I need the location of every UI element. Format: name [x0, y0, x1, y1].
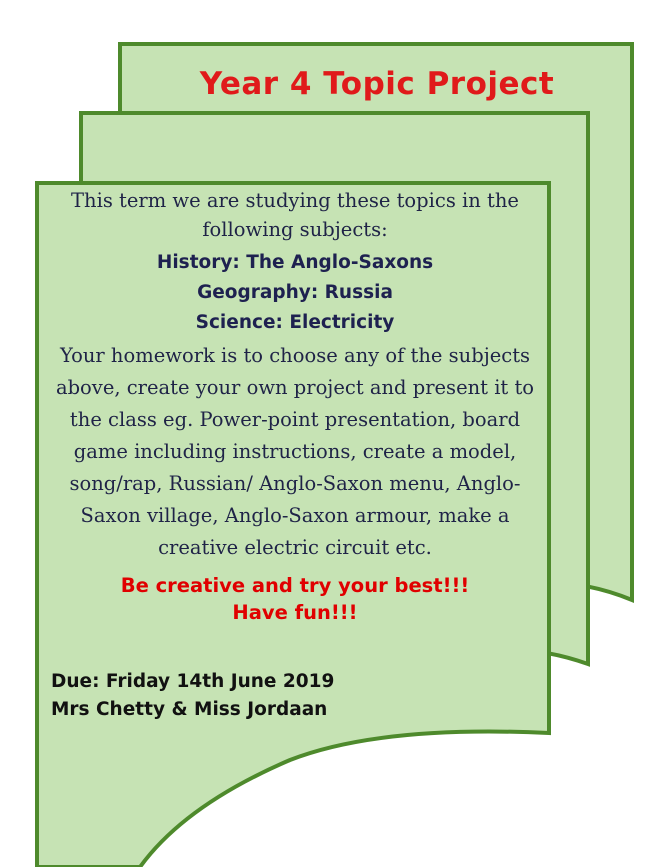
encouragement-text: [42, 572, 548, 626]
project-content: [42, 186, 548, 626]
due-date: Due: Friday 14th June 2019: [51, 671, 335, 692]
subject-history: History: The Anglo-Saxons: [156, 252, 434, 273]
encouragement-line: Be creative and try your best!!!: [120, 574, 470, 597]
teachers-names: Mrs Chetty & Miss Jordaan: [51, 699, 328, 720]
intro-text: This term we are studying these topics in the following subjects:: [71, 189, 519, 241]
project-title: Year 4 Topic Project: [199, 66, 555, 102]
subject-geography: Geography: Russia: [197, 282, 393, 303]
homework-text: Your homework is to choose any of the subjects above, create your own project and present it to the class eg. Power-point presentation, board game including instructions, create a model, song/rap, Russian/ Anglo-Saxon menu, Anglo-Saxon village, Anglo-Saxon armour, make a creative electric circuit etc.: [55, 344, 535, 559]
subject-science: Science: Electricity: [195, 312, 395, 333]
due-block: [51, 668, 334, 724]
have-fun-line: Have fun!!!: [232, 601, 358, 624]
